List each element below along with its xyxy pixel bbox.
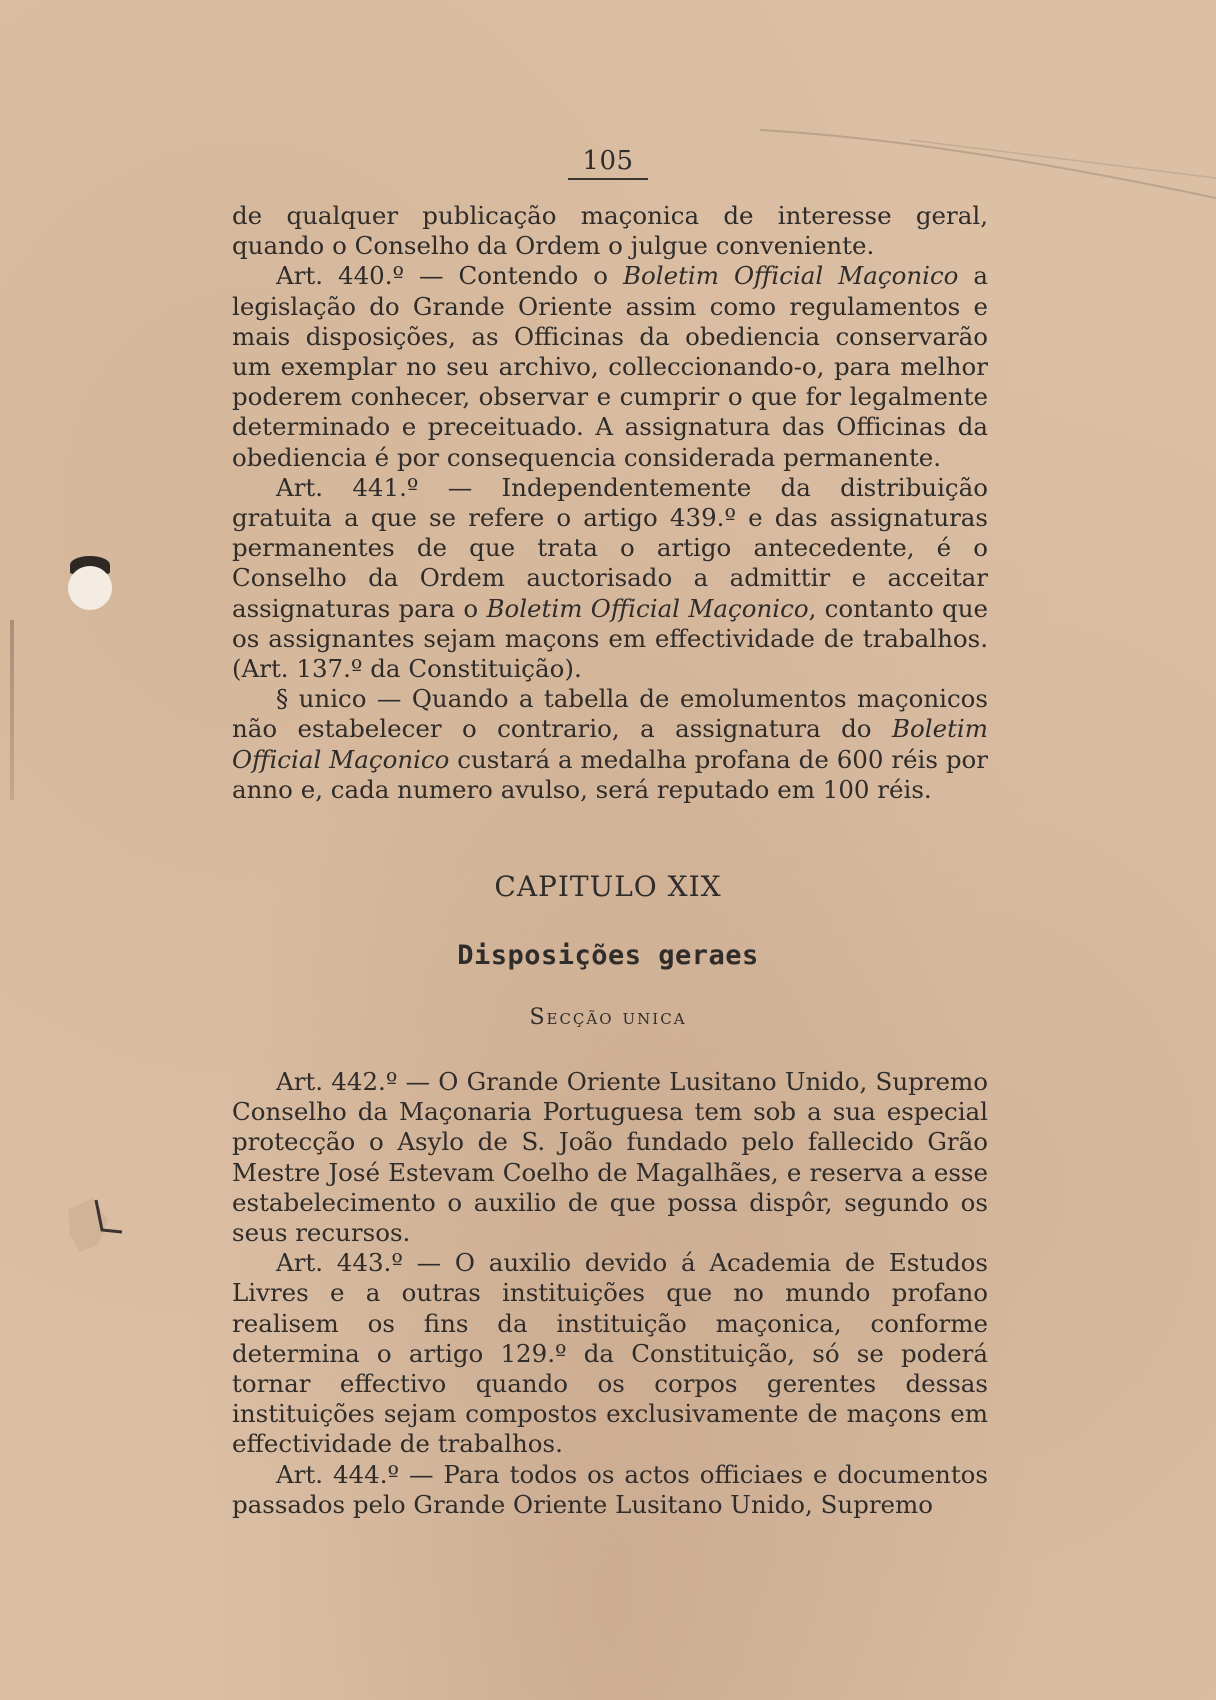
text-run: , contanto que os assignantes sejam maçons em effectividade de trabalhos. (Art. 137.º da Constituição). [232,593,989,684]
text-run: de qualquer publicação maçonica de interesse geral, quando o Conselho da Ordem o julgue conveniente. [232,201,988,261]
chapter-title: CAPITULO XIX [494,870,722,903]
text-run: Art. 443.º — O auxilio devido á Academia de Estudos Livres e a outras instituições que no mundo profano realisem os fins da instituição maçonica, conforme determina o artigo 129.º da Constituição, só se poderá tornar effectivo quando os corpos gerentes dessas instituições sejam compostos exclusivamente de maçons em effectividade de trabalhos. [232,1248,988,1459]
text-run: Art. 441.º — Independentemente da distribuição gratuita a que se refere o artigo 439.º e das assignaturas permanentes de que trata o artigo antecedente, é o Conselho da Ordem auctorisado a admittir e acceitar assignaturas para o [232,472,988,623]
punch-hole-bottom [58,1190,128,1270]
paragraph [232,1248,988,1459]
text-block-articles-440-441 [232,201,988,805]
text-run: Art. 444.º — Para todos os actos officiaes e documentos passados pelo Grande Oriente Lusitano Unido, Supremo [232,1459,988,1519]
text-run: a legislação do Grande Oriente assim como regulamentos e mais disposições, as Officinas da obediencia conservarão um exemplar no seu archivo, colleccionando-o, para melhor poderem conhecer, observar e cumprir o que for legalmente determinado e preceituado. A assignatura das Officinas da obediencia é por consequencia considerada permanente. [232,261,988,472]
italic-title: Boletim Official Maçonico [232,714,988,774]
italic-title: Boletim Official Maçonico [622,261,959,291]
paragraph [232,261,988,472]
text-run: Art. 442.º — O Grande Oriente Lusitano Unido, Supremo Conselho da Maçonaria Portuguesa tem sob a sua especial protecção o Asylo de S. João fundado pelo fallecido Grão Mestre José Estevam Coelho de Magalhães, e reserva a esse estabelecimento o auxilio de que possa dispôr, segundo os seus recursos. [232,1067,988,1248]
chapter-subtitle: Disposições geraes [457,940,759,971]
text-run: custará a medalha profana de 600 réis por anno e, cada numero avulso, será reputado em 100 réis. [232,744,988,804]
paragraph [232,1460,988,1520]
fold-line [760,118,1216,208]
paragraph [232,201,988,261]
page-number: 105 [0,146,1216,180]
section-title: Secção unica [529,1005,687,1030]
punch-hole-top [62,556,122,616]
text-block-articles-442-444 [232,1067,988,1520]
text-run: Art. 440.º — Contendo o [276,261,623,291]
margin-crease [10,620,14,800]
text-run: § unico — Quando a tabella de emolumentos maçonicos não estabelecer o contrario, a assignatura do [232,684,988,744]
paragraph [232,684,988,805]
italic-title: Boletim Official Maçonico [486,593,809,623]
paragraph [232,473,988,684]
paragraph [232,1067,988,1248]
